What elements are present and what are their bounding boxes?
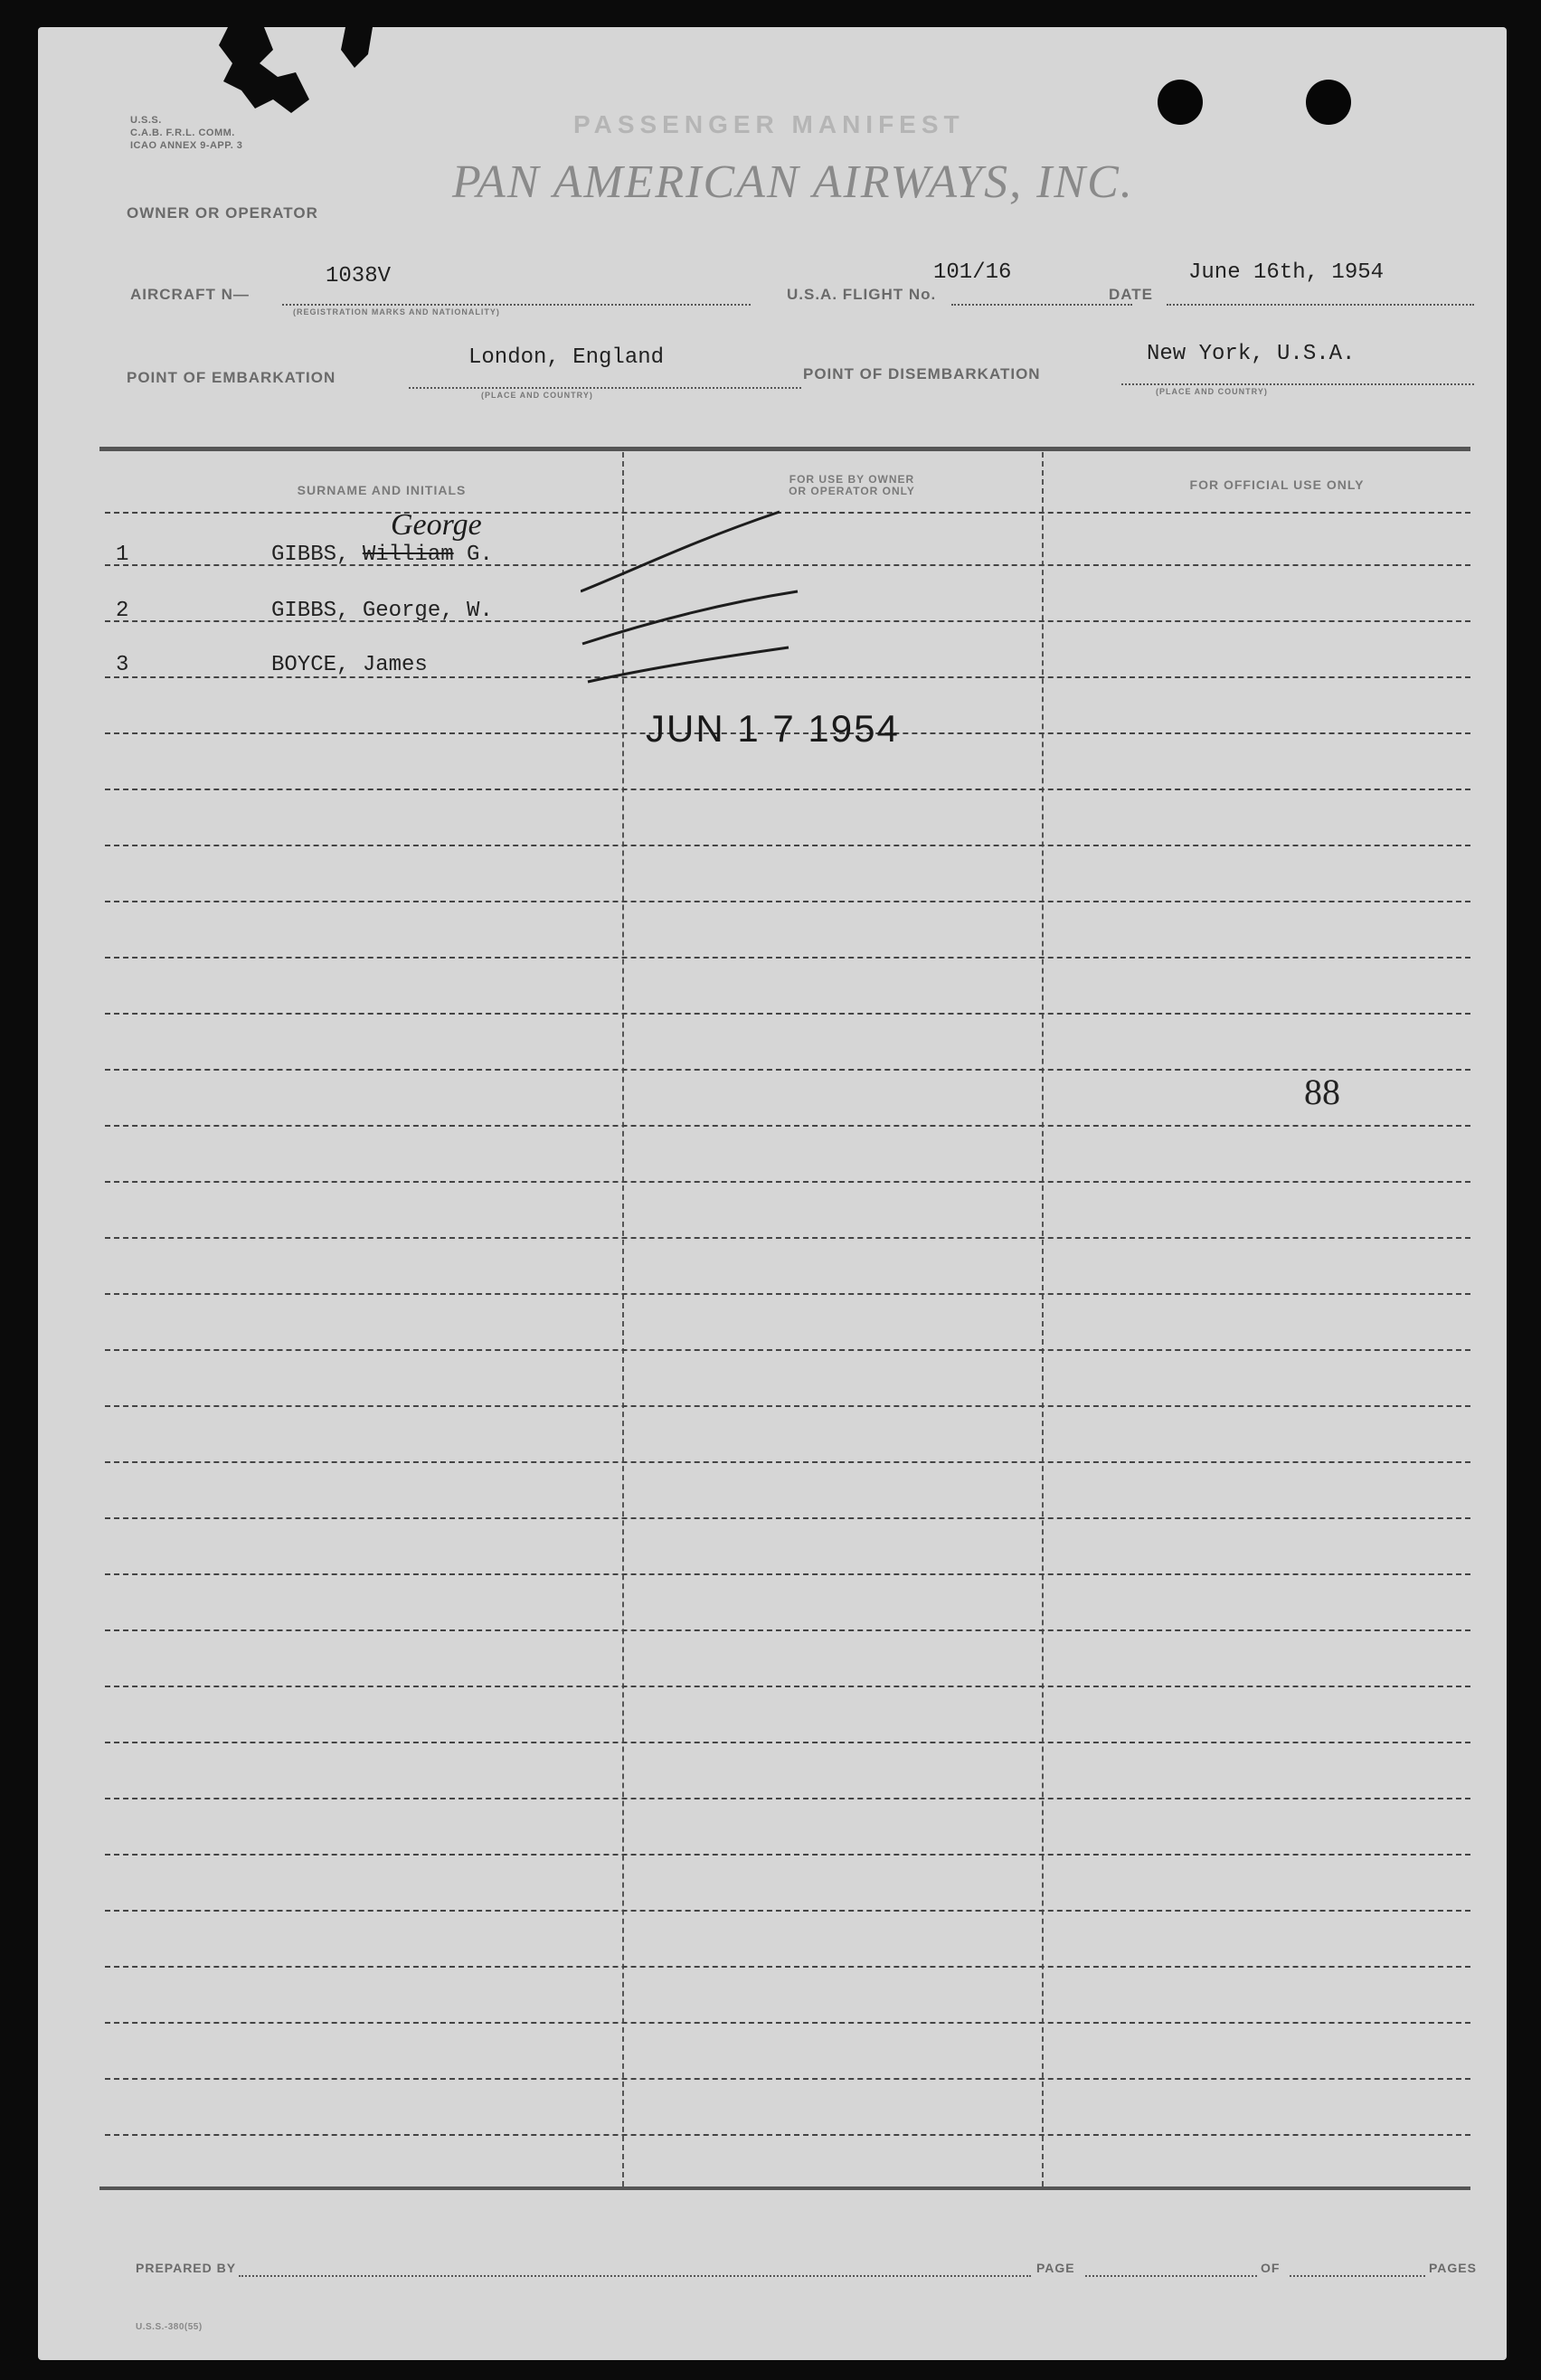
ref-line-1: U.S.S. bbox=[130, 115, 162, 126]
table-row-line bbox=[105, 1517, 1470, 1519]
table-row-line bbox=[105, 1349, 1470, 1351]
owner-column-header-line2: OR OPERATOR ONLY bbox=[789, 485, 915, 497]
embarkation-dotted-line bbox=[409, 387, 801, 389]
table-row-line bbox=[105, 1798, 1470, 1799]
row-1-initial: G. bbox=[453, 543, 493, 567]
table-top-rule bbox=[99, 447, 1470, 451]
flight-value: 101/16 bbox=[933, 260, 1012, 285]
aircraft-label: AIRCRAFT N— bbox=[130, 286, 250, 303]
surname-column-header: SURNAME AND INITIALS bbox=[297, 483, 467, 497]
row-3-number: 3 bbox=[116, 653, 129, 677]
of-line bbox=[1290, 2275, 1425, 2277]
torn-paper-mark bbox=[210, 27, 391, 127]
table-row-line bbox=[105, 789, 1470, 790]
embarkation-value: London, England bbox=[468, 345, 665, 370]
table-row-line bbox=[105, 2134, 1470, 2136]
regulation-reference bbox=[130, 114, 242, 152]
page-line bbox=[1085, 2275, 1257, 2277]
row-1-surname: GIBBS, bbox=[271, 543, 363, 567]
table-row-line bbox=[105, 2078, 1470, 2080]
table-bottom-rule bbox=[99, 2186, 1470, 2190]
date-stamp: JUN 1 7 1954 bbox=[646, 707, 900, 750]
row-1-handwritten-correction: George bbox=[391, 508, 482, 542]
prepared-by-label: PREPARED BY bbox=[136, 2261, 237, 2275]
row-1-number: 1 bbox=[116, 543, 129, 567]
table-row-line bbox=[105, 1629, 1470, 1631]
table-row-line bbox=[105, 1910, 1470, 1912]
date-dotted-line bbox=[1167, 304, 1474, 306]
of-label: OF bbox=[1261, 2261, 1281, 2275]
page-label: PAGE bbox=[1036, 2261, 1075, 2275]
table-row-line bbox=[105, 1013, 1470, 1015]
flight-dotted-line bbox=[951, 304, 1132, 306]
table-row-line bbox=[105, 1069, 1470, 1071]
table-row-line bbox=[105, 1237, 1470, 1239]
aircraft-sublabel: (REGISTRATION MARKS AND NATIONALITY) bbox=[293, 307, 500, 316]
table-row-line bbox=[105, 1966, 1470, 1968]
table-row-line bbox=[105, 1461, 1470, 1463]
row-1-name bbox=[271, 543, 493, 567]
table-row-line bbox=[105, 1686, 1470, 1687]
date-label: DATE bbox=[1109, 286, 1154, 303]
row-2-number: 2 bbox=[116, 599, 129, 623]
aircraft-value: 1038V bbox=[326, 264, 392, 288]
owner-operator-label: OWNER OR OPERATOR bbox=[127, 204, 318, 222]
form-code: U.S.S.-380(55) bbox=[136, 2322, 203, 2332]
table-row-line bbox=[105, 1125, 1470, 1127]
table-row-line bbox=[105, 1742, 1470, 1743]
table-row-line bbox=[105, 1854, 1470, 1856]
punch-hole-left bbox=[1158, 80, 1203, 125]
table-row-line bbox=[105, 1181, 1470, 1183]
row-3-name: BOYCE, James bbox=[271, 653, 428, 677]
airline-name: PAN AMERICAN AIRWAYS, INC. bbox=[452, 156, 1134, 208]
table-row-line bbox=[105, 2022, 1470, 2024]
table-row-line bbox=[105, 901, 1470, 902]
form-title: PASSENGER MANIFEST bbox=[573, 110, 965, 138]
ref-line-3: ICAO ANNEX 9-APP. 3 bbox=[130, 140, 243, 151]
row-2-name: GIBBS, George, W. bbox=[271, 599, 493, 623]
manifest-page bbox=[38, 27, 1507, 2360]
embarkation-sublabel: (PLACE AND COUNTRY) bbox=[481, 391, 593, 400]
row-1-struck-name: William bbox=[362, 543, 454, 567]
table-row-line bbox=[105, 845, 1470, 846]
date-value: June 16th, 1954 bbox=[1188, 260, 1385, 285]
column-divider-1 bbox=[622, 452, 624, 2186]
pages-label: PAGES bbox=[1429, 2261, 1477, 2275]
flight-label: U.S.A. FLIGHT No. bbox=[787, 286, 937, 303]
owner-column-header-line1: FOR USE BY OWNER bbox=[789, 473, 915, 486]
table-row-line bbox=[105, 1293, 1470, 1295]
disembarkation-dotted-line bbox=[1121, 383, 1474, 385]
embarkation-label: POINT OF EMBARKATION bbox=[127, 369, 336, 386]
column-divider-2 bbox=[1042, 452, 1044, 2186]
table-row-line bbox=[105, 957, 1470, 959]
disembarkation-value: New York, U.S.A. bbox=[1147, 342, 1356, 366]
official-number: 88 bbox=[1304, 1072, 1340, 1112]
disembarkation-sublabel: (PLACE AND COUNTRY) bbox=[1156, 387, 1268, 396]
aircraft-dotted-line bbox=[282, 304, 751, 306]
official-column-header: FOR OFFICIAL USE ONLY bbox=[1189, 477, 1365, 492]
disembarkation-label: POINT OF DISEMBARKATION bbox=[803, 365, 1041, 382]
prepared-by-line bbox=[239, 2275, 1031, 2277]
table-row-line bbox=[105, 1405, 1470, 1407]
handwritten-check-strokes bbox=[581, 488, 852, 705]
ref-line-2: C.A.B. F.R.L. COMM. bbox=[130, 128, 235, 138]
punch-hole-right bbox=[1306, 80, 1351, 125]
table-row-line bbox=[105, 1573, 1470, 1575]
